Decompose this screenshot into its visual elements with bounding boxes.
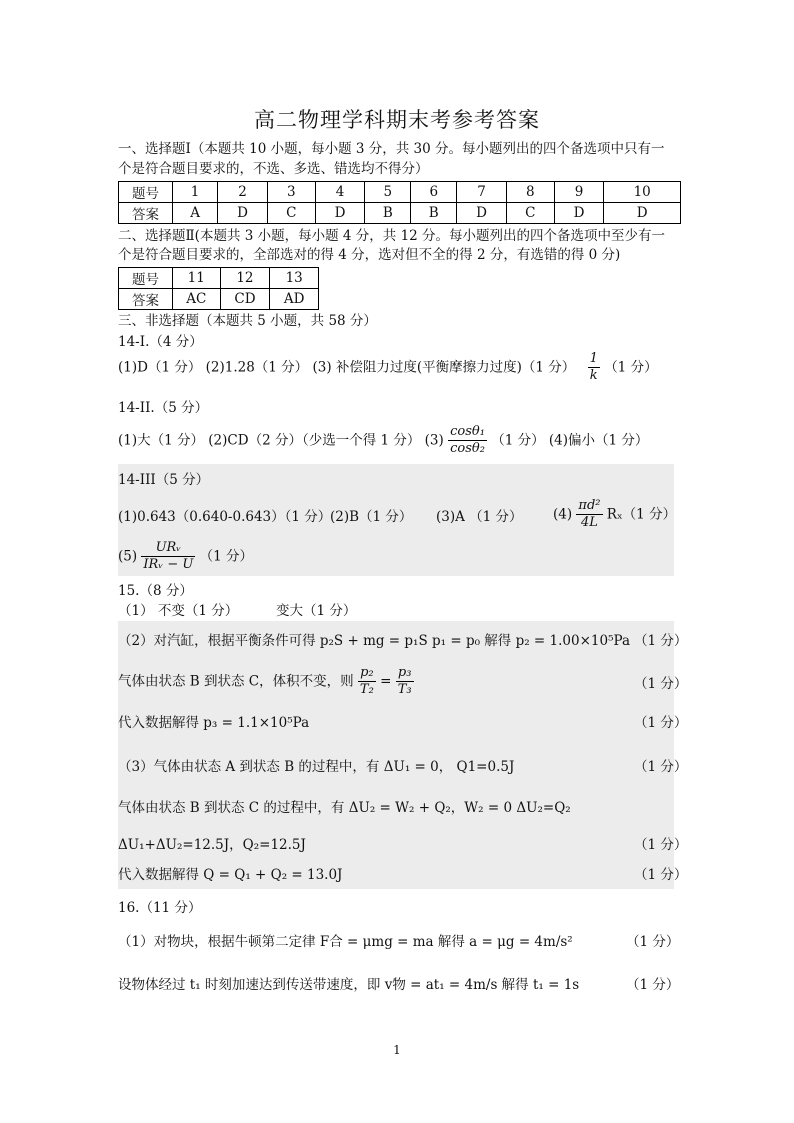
q14-3-part5: (5) $\frac{\text{URᵥ}}{\text{IRᵥ − U}}$ （1 分）	[118, 540, 253, 572]
q14-3-part2: (2)B（1 分）	[330, 509, 413, 525]
table-cell: CD	[220, 289, 270, 310]
table-cell: A	[173, 203, 218, 224]
section2-intro-line2: 个是符合题目要求的，全部选对的得 4 分，选对但不全的得 2 分，有选错的得 0 分)	[118, 247, 621, 263]
q16-heading: 16.（11 分）	[118, 900, 202, 916]
table-row-answers	[119, 289, 319, 310]
table-cell: 2	[218, 182, 268, 203]
q15-l2: （2）对汽缸，根据平衡条件可得 p₂S + mg = p₁S p₁ = p₀ 解得 p₂ = 1.00×10⁵Pa	[118, 633, 631, 649]
q15-l3: 气体由状态 B 到状态 C，体积不变，则 $\frac{\text{p₂}}{\text{T₂}}$ = $\frac{\text{p₃}}{\text{T₃}}$	[118, 665, 412, 697]
page-number: 1	[393, 1043, 401, 1057]
table-cell: D	[315, 203, 365, 224]
table-cell: AC	[173, 289, 221, 310]
table-cell: AD	[270, 289, 319, 310]
fraction: $\frac{\text{p₂}}{\text{T₂}}$	[359, 665, 374, 697]
table-cell: 7	[457, 182, 507, 203]
q14-1-heading: 14-I.（4 分）	[118, 334, 203, 350]
table-cell: B	[411, 203, 457, 224]
q14-3-part1: (1)0.643（0.640-0.643）（1 分）	[118, 509, 332, 525]
section3-heading: 三、非选择题（本题共 5 小题，共 58 分）	[118, 313, 377, 329]
table-row-answers	[119, 203, 681, 224]
fraction: $\frac{\text{cosθ₁}}{\text{cosθ₂}}$	[450, 424, 485, 456]
q14-2-answer: (1)大（1 分） (2)CD（2 分）（少选一个得 1 分） (3) $\frac{\text{cosθ₁}}{\text{cosθ₂}}$ （1 分） (4)偏小（1 分）	[118, 424, 649, 456]
q15-heading: 15.（8 分）	[118, 583, 193, 599]
table-cell: C	[506, 203, 554, 224]
answer-table-1	[118, 181, 681, 224]
table-answer-label: 答案	[119, 289, 173, 310]
q15-l7: ΔU₁+ΔU₂=12.5J，Q₂=12.5J	[118, 837, 306, 853]
table-cell: 3	[267, 182, 315, 203]
q16-l2: 设物体经过 t₁ 时刻加速达到传送带速度，即 v物 = at₁ = 4m/s 解得 t₁ = 1s	[118, 977, 580, 993]
q14-3-part4: (4) $\frac{\text{πd²}}{4L}$ Rₓ（1 分）	[553, 498, 677, 530]
table-row-numbers	[119, 182, 681, 203]
table-cell: D	[604, 203, 681, 224]
q14-1-answer: (1)D（1 分） (2)1.28（1 分） (3) 补偿阻力过度(平衡摩擦力过度)（1 分） $\frac{1}{k}$ （1 分）	[118, 351, 658, 383]
table-answer-label: 答案	[119, 203, 173, 224]
table-cell: B	[365, 203, 411, 224]
answer-table-2	[118, 267, 319, 310]
q15-l1a: （1） 不变（1 分）	[118, 603, 239, 619]
score: （1 分）	[626, 934, 680, 950]
q14-3-heading: 14-III（5 分）	[118, 472, 210, 488]
q15-l4: 代入数据解得 p₃ = 1.1×10⁵Pa	[118, 715, 310, 731]
fraction: $\frac{\text{πd²}}{4L}$	[578, 498, 601, 530]
table-cell: 13	[270, 268, 319, 289]
table-cell: 12	[220, 268, 270, 289]
q14-3-part3: (3)A （1 分）	[436, 509, 523, 525]
table-cell: C	[267, 203, 315, 224]
score: （1 分）	[634, 676, 688, 692]
score: （1 分）	[634, 759, 688, 775]
q15-l5: （3）气体由状态 A 到状态 B 的过程中，有 ΔU₁ = 0， Q1=0.5J	[118, 759, 515, 775]
table-cell: D	[554, 203, 604, 224]
table-cell: 8	[506, 182, 554, 203]
q14-1-text: (1)D（1 分） (2)1.28（1 分） (3) 补偿阻力过度(平衡摩擦力过度)（1 分）	[118, 359, 576, 376]
table-header-label: 题号	[119, 268, 173, 289]
table-cell: 11	[173, 268, 221, 289]
table-cell: 6	[411, 182, 457, 203]
score: （1 分）	[626, 977, 680, 993]
table-cell: 1	[173, 182, 218, 203]
table-cell: D	[218, 203, 268, 224]
q15-l1b: 变大（1 分）	[276, 603, 357, 619]
score: （1 分）	[634, 633, 688, 649]
table-cell: 5	[365, 182, 411, 203]
table-cell: D	[457, 203, 507, 224]
q16-l1: （1）对物块，根据牛顿第二定律 F合 = μmg = ma 解得 a = μg = 4m/s²	[118, 934, 573, 950]
table-cell: 9	[554, 182, 604, 203]
fraction: $\frac{1}{k}$	[589, 351, 598, 383]
section1-intro-line2: 个是符合题目要求的，不选、多选、错选均不得分）	[118, 161, 429, 177]
fraction: $\frac{\text{p₃}}{\text{T₃}}$	[397, 665, 412, 697]
fraction: $\frac{\text{URᵥ}}{\text{IRᵥ − U}}$	[143, 540, 194, 572]
table-row-numbers	[119, 268, 319, 289]
score: （1 分）	[634, 867, 688, 883]
table-header-label: 题号	[119, 182, 173, 203]
score: （1 分）	[634, 715, 688, 731]
table-cell: 10	[604, 182, 681, 203]
score: （1 分）	[634, 837, 688, 853]
table-cell: 4	[315, 182, 365, 203]
q14-2-heading: 14-II.（5 分）	[118, 400, 209, 416]
page-title: 高二物理学科期末考参考答案	[254, 108, 540, 132]
section2-intro-line1: 二、选择题Ⅱ(本题共 3 小题，每小题 4 分，共 12 分。每小题列出的四个备选项中至少有一	[118, 228, 666, 244]
q15-l6: 气体由状态 B 到状态 C 的过程中，有 ΔU₂ = W₂ + Q₂，W₂ = 0 ΔU₂=Q₂	[118, 800, 571, 816]
q15-l8: 代入数据解得 Q = Q₁ + Q₂ = 13.0J	[118, 867, 343, 883]
section1-intro-line1: 一、选择题Ⅰ（本题共 10 小题，每小题 3 分，共 30 分。每小题列出的四个备选项中只有一	[118, 141, 665, 157]
